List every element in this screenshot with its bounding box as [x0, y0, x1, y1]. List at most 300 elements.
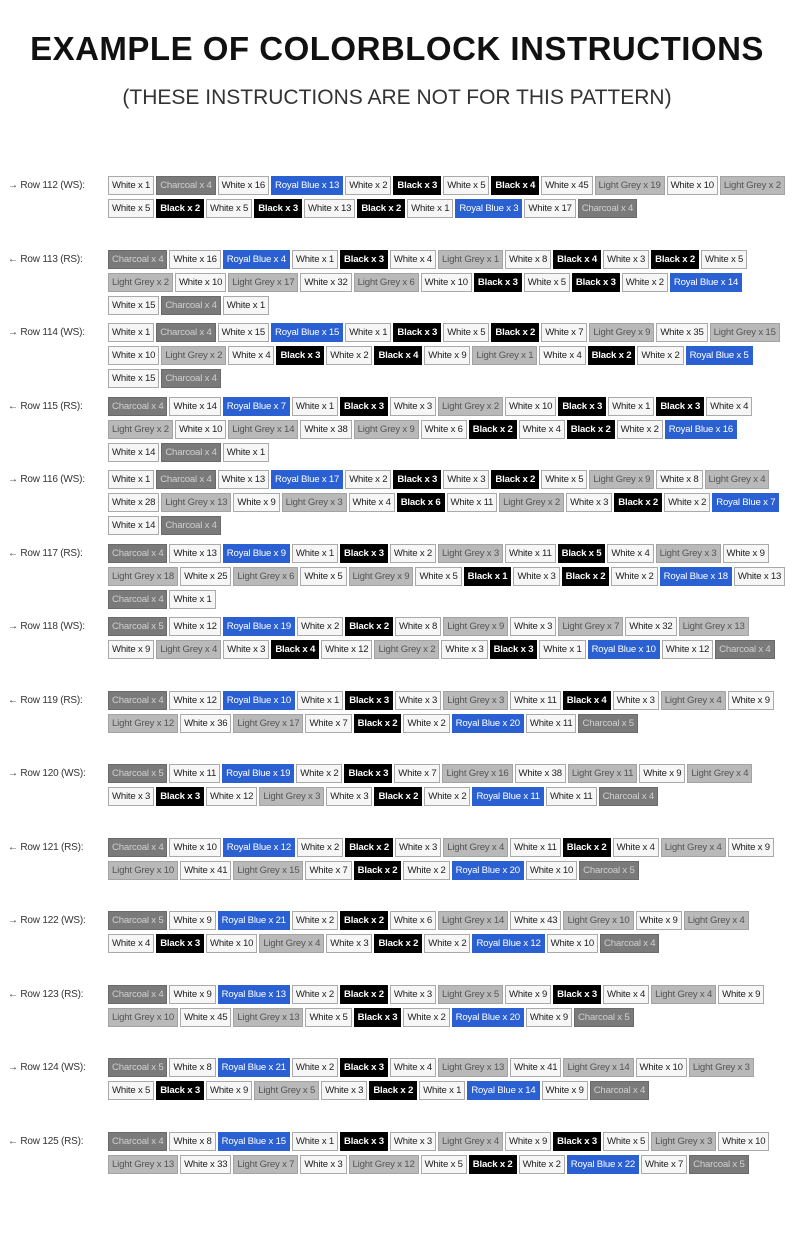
color-block-charcoal: Charcoal x 5	[108, 764, 167, 783]
color-block-white: White x 7	[305, 861, 351, 880]
color-block-white: White x 12	[321, 640, 372, 659]
color-block-white: White x 2	[345, 176, 391, 195]
color-block-white: White x 9	[206, 1081, 252, 1100]
color-block-black: Black x 3	[393, 176, 441, 195]
color-block-white: White x 2	[519, 1155, 565, 1174]
color-block-white: White x 3	[390, 397, 436, 416]
color-block-white: White x 2	[345, 470, 391, 489]
row-label: ← Row 119 (RS):	[8, 694, 83, 706]
color-block-light-grey: Light Grey x 2	[108, 273, 173, 292]
color-block-black: Black x 4	[271, 640, 319, 659]
color-block-light-grey: Light Grey x 9	[589, 470, 654, 489]
color-block-white: White x 2	[326, 346, 372, 365]
color-block-royal-blue: Royal Blue x 11	[472, 787, 543, 806]
color-block-white: White x 4	[603, 985, 649, 1004]
color-block-light-grey: Light Grey x 17	[233, 714, 303, 733]
color-block-black: Black x 2	[354, 861, 402, 880]
color-block-white: White x 3	[566, 493, 612, 512]
color-block-light-grey: Light Grey x 9	[443, 617, 508, 636]
color-block-light-grey: Light Grey x 10	[563, 911, 633, 930]
color-block-white: White x 14	[108, 516, 159, 535]
color-block-white: White x 10	[667, 176, 718, 195]
color-block-white: White x 3	[395, 691, 441, 710]
color-block-white: White x 38	[300, 420, 351, 439]
color-block-light-grey: Light Grey x 11	[568, 764, 637, 783]
color-block-black: Black x 3	[345, 691, 393, 710]
color-block-white: White x 1	[108, 470, 154, 489]
color-block-charcoal: Charcoal x 5	[689, 1155, 748, 1174]
color-block-black: Black x 2	[345, 617, 393, 636]
color-block-white: White x 4	[390, 1058, 436, 1077]
color-block-white: White x 9	[233, 493, 279, 512]
color-block-black: Black x 3	[156, 1081, 204, 1100]
color-block-white: White x 10	[636, 1058, 687, 1077]
color-block-list	[108, 838, 790, 884]
color-block-royal-blue: Royal Blue x 19	[223, 617, 295, 636]
color-block-white: White x 3	[326, 934, 372, 953]
color-block-black: Black x 2	[374, 934, 422, 953]
color-block-white: White x 2	[390, 544, 436, 563]
color-block-list	[108, 1058, 790, 1104]
color-block-white: White x 10	[175, 420, 226, 439]
color-block-white: White x 1	[292, 1132, 338, 1151]
color-block-light-grey: Light Grey x 5	[438, 985, 503, 1004]
color-block-light-grey: Light Grey x 6	[233, 567, 298, 586]
color-block-white: White x 3	[395, 838, 441, 857]
instruction-row	[8, 470, 790, 544]
color-block-list	[108, 764, 790, 810]
instruction-row	[8, 176, 790, 250]
color-block-charcoal: Charcoal x 4	[108, 397, 167, 416]
color-block-list	[108, 250, 790, 319]
color-block-white: White x 13	[169, 544, 220, 563]
color-block-light-grey: Light Grey x 4	[443, 838, 508, 857]
color-block-white: White x 4	[539, 346, 585, 365]
color-block-white: White x 6	[421, 420, 467, 439]
color-block-white: White x 4	[390, 250, 436, 269]
color-block-white: White x 5	[701, 250, 747, 269]
color-block-light-grey: Light Grey x 3	[282, 493, 347, 512]
color-block-royal-blue: Royal Blue x 19	[222, 764, 294, 783]
color-block-white: White x 1	[169, 590, 215, 609]
color-block-charcoal: Charcoal x 5	[574, 1008, 633, 1027]
color-block-white: White x 2	[403, 1008, 449, 1027]
color-block-charcoal: Charcoal x 4	[156, 323, 215, 342]
color-block-white: White x 5	[443, 323, 489, 342]
color-block-white: White x 1	[608, 397, 654, 416]
color-block-white: White x 9	[505, 985, 551, 1004]
color-block-light-grey: Light Grey x 4	[684, 911, 749, 930]
color-block-white: White x 5	[421, 1155, 467, 1174]
color-block-white: White x 9	[169, 911, 215, 930]
color-block-light-grey: Light Grey x 12	[349, 1155, 419, 1174]
color-block-charcoal: Charcoal x 4	[161, 296, 220, 315]
color-block-white: White x 3	[108, 787, 154, 806]
color-block-black: Black x 3	[558, 397, 606, 416]
color-block-white: White x 10	[175, 273, 226, 292]
color-block-white: White x 2	[403, 714, 449, 733]
color-block-light-grey: Light Grey x 4	[661, 691, 726, 710]
color-block-light-grey: Light Grey x 4	[687, 764, 752, 783]
color-block-white: White x 2	[424, 787, 470, 806]
row-label: → Row 122 (WS):	[8, 915, 86, 926]
color-block-white: White x 3	[321, 1081, 367, 1100]
color-block-white: White x 12	[169, 691, 220, 710]
color-block-white: White x 7	[305, 714, 351, 733]
color-block-white: White x 9	[718, 985, 764, 1004]
color-block-white: White x 3	[603, 250, 649, 269]
color-block-white: White x 4	[607, 544, 653, 563]
color-block-white: White x 45	[180, 1008, 231, 1027]
color-block-light-grey: Light Grey x 12	[108, 714, 178, 733]
color-block-black: Black x 2	[562, 567, 610, 586]
color-block-white: White x 5	[541, 470, 587, 489]
instruction-row	[8, 985, 790, 1059]
color-block-black: Black x 3	[553, 1132, 601, 1151]
color-block-light-grey: Light Grey x 2	[499, 493, 564, 512]
color-block-light-grey: Light Grey x 15	[710, 323, 780, 342]
color-block-royal-blue: Royal Blue x 12	[472, 934, 544, 953]
color-block-light-grey: Light Grey x 3	[443, 691, 508, 710]
instruction-row	[8, 691, 790, 765]
page-subtitle: (THESE INSTRUCTIONS ARE NOT FOR THIS PATTERN)	[122, 86, 672, 109]
color-block-white: White x 9	[526, 1008, 572, 1027]
color-block-black: Black x 2	[614, 493, 662, 512]
color-block-list	[108, 911, 790, 957]
color-block-white: White x 33	[180, 1155, 231, 1174]
color-block-charcoal: Charcoal x 4	[161, 443, 220, 462]
color-block-white: White x 5	[305, 1008, 351, 1027]
color-block-white: White x 10	[547, 934, 598, 953]
color-block-light-grey: Light Grey x 13	[161, 493, 231, 512]
color-block-white: White x 14	[108, 443, 159, 462]
color-block-black: Black x 4	[563, 691, 611, 710]
color-block-white: White x 1	[223, 296, 269, 315]
color-block-white: White x 15	[108, 369, 159, 388]
color-block-white: White x 12	[206, 787, 257, 806]
color-block-light-grey: Light Grey x 18	[108, 567, 178, 586]
color-block-white: White x 13	[218, 470, 269, 489]
color-block-royal-blue: Royal Blue x 15	[271, 323, 343, 342]
color-block-royal-blue: Royal Blue x 9	[223, 544, 290, 563]
color-block-black: Black x 3	[340, 1132, 388, 1151]
color-block-white: White x 14	[169, 397, 220, 416]
color-block-light-grey: Light Grey x 2	[161, 346, 226, 365]
color-block-white: White x 25	[180, 567, 231, 586]
color-block-white: White x 2	[292, 985, 338, 1004]
color-block-white: White x 10	[505, 397, 556, 416]
color-block-black: Black x 2	[156, 199, 204, 218]
color-block-list	[108, 1132, 790, 1178]
color-block-black: Black x 3	[474, 273, 522, 292]
instruction-row	[8, 397, 790, 471]
color-block-charcoal: Charcoal x 5	[108, 911, 167, 930]
color-block-white: White x 13	[304, 199, 355, 218]
color-block-light-grey: Light Grey x 17	[228, 273, 298, 292]
color-block-white: White x 10	[526, 861, 577, 880]
color-block-black: Black x 3	[354, 1008, 402, 1027]
color-block-list	[108, 544, 790, 613]
row-label: ← Row 121 (RS):	[8, 841, 84, 853]
color-block-black: Black x 3	[156, 787, 204, 806]
color-block-white: White x 1	[292, 544, 338, 563]
color-block-white: White x 8	[656, 470, 702, 489]
color-block-royal-blue: Royal Blue x 12	[223, 838, 295, 857]
color-block-white: White x 32	[300, 273, 351, 292]
color-block-white: White x 8	[505, 250, 551, 269]
color-block-white: White x 4	[349, 493, 395, 512]
color-block-black: Black x 3	[656, 397, 704, 416]
color-block-black: Black x 3	[340, 1058, 388, 1077]
color-block-white: White x 6	[390, 911, 436, 930]
color-block-white: White x 8	[169, 1132, 215, 1151]
color-block-charcoal: Charcoal x 4	[599, 787, 658, 806]
color-block-list	[108, 176, 790, 222]
color-block-white: White x 3	[326, 787, 372, 806]
color-block-charcoal: Charcoal x 4	[156, 470, 215, 489]
color-block-royal-blue: Royal Blue x 13	[271, 176, 343, 195]
color-block-list	[108, 691, 790, 737]
color-block-royal-blue: Royal Blue x 4	[223, 250, 290, 269]
color-block-white: White x 9	[723, 544, 769, 563]
color-block-white: White x 5	[108, 199, 154, 218]
color-block-white: White x 35	[656, 323, 707, 342]
color-block-list	[108, 470, 790, 539]
color-block-white: White x 43	[510, 911, 561, 930]
color-block-charcoal: Charcoal x 5	[108, 617, 167, 636]
color-block-black: Black x 2	[374, 787, 422, 806]
color-block-white: White x 11	[505, 544, 556, 563]
instruction-row	[8, 323, 790, 397]
color-block-white: White x 11	[510, 838, 561, 857]
color-block-royal-blue: Royal Blue x 13	[218, 985, 290, 1004]
color-block-white: White x 3	[510, 617, 556, 636]
color-block-black: Black x 2	[469, 420, 517, 439]
color-block-royal-blue: Royal Blue x 21	[218, 911, 290, 930]
color-block-black: Black x 2	[354, 714, 402, 733]
color-block-royal-blue: Royal Blue x 7	[712, 493, 779, 512]
color-block-white: White x 9	[505, 1132, 551, 1151]
instruction-row	[8, 1132, 790, 1206]
color-block-white: White x 41	[180, 861, 231, 880]
color-block-charcoal: Charcoal x 4	[108, 838, 167, 857]
color-block-light-grey: Light Grey x 2	[374, 640, 439, 659]
color-block-light-grey: Light Grey x 13	[679, 617, 749, 636]
color-block-white: White x 2	[617, 420, 663, 439]
color-block-charcoal: Charcoal x 4	[600, 934, 659, 953]
row-instructions-list	[8, 176, 790, 1205]
color-block-charcoal: Charcoal x 4	[108, 544, 167, 563]
color-block-white: White x 12	[169, 617, 220, 636]
instruction-row	[8, 764, 790, 838]
color-block-royal-blue: Royal Blue x 14	[467, 1081, 539, 1100]
color-block-white: White x 11	[546, 787, 597, 806]
row-label: ← Row 123 (RS):	[8, 988, 84, 1000]
color-block-white: White x 8	[395, 617, 441, 636]
color-block-charcoal: Charcoal x 4	[578, 199, 637, 218]
color-block-light-grey: Light Grey x 14	[228, 420, 298, 439]
color-block-royal-blue: Royal Blue x 20	[452, 1008, 524, 1027]
color-block-white: White x 5	[108, 1081, 154, 1100]
color-block-white: White x 3	[390, 1132, 436, 1151]
color-block-black: Black x 3	[254, 199, 302, 218]
color-block-light-grey: Light Grey x 15	[233, 861, 303, 880]
color-block-light-grey: Light Grey x 9	[354, 420, 419, 439]
color-block-black: Black x 2	[567, 420, 615, 439]
color-block-light-grey: Light Grey x 4	[259, 934, 324, 953]
row-label: → Row 124 (WS):	[8, 1062, 86, 1073]
color-block-white: White x 2	[296, 764, 342, 783]
color-block-royal-blue: Royal Blue x 3	[455, 199, 522, 218]
color-block-white: White x 11	[447, 493, 498, 512]
color-block-black: Black x 2	[340, 985, 388, 1004]
color-block-list	[108, 323, 790, 392]
color-block-white: White x 2	[622, 273, 668, 292]
color-block-white: White x 36	[180, 714, 231, 733]
color-block-white: White x 1	[108, 176, 154, 195]
color-block-light-grey: Light Grey x 16	[442, 764, 512, 783]
color-block-white: White x 13	[734, 567, 785, 586]
color-block-light-grey: Light Grey x 13	[438, 1058, 508, 1077]
color-block-white: White x 16	[169, 250, 220, 269]
color-block-white: White x 2	[611, 567, 657, 586]
color-block-black: Black x 3	[340, 544, 388, 563]
color-block-light-grey: Light Grey x 7	[233, 1155, 298, 1174]
color-block-royal-blue: Royal Blue x 16	[665, 420, 737, 439]
color-block-light-grey: Light Grey x 13	[108, 1155, 178, 1174]
color-block-charcoal: Charcoal x 4	[108, 985, 167, 1004]
color-block-light-grey: Light Grey x 4	[705, 470, 770, 489]
color-block-white: White x 4	[613, 838, 659, 857]
color-block-white: White x 11	[526, 714, 577, 733]
color-block-white: White x 5	[443, 176, 489, 195]
color-block-white: White x 3	[390, 985, 436, 1004]
color-block-white: White x 17	[524, 199, 575, 218]
color-block-white: White x 28	[108, 493, 159, 512]
color-block-light-grey: Light Grey x 4	[651, 985, 716, 1004]
color-block-light-grey: Light Grey x 3	[656, 544, 721, 563]
color-block-charcoal: Charcoal x 4	[590, 1081, 649, 1100]
color-block-white: White x 2	[403, 861, 449, 880]
color-block-charcoal: Charcoal x 4	[108, 250, 167, 269]
color-block-white: White x 3	[441, 640, 487, 659]
color-block-black: Black x 5	[558, 544, 606, 563]
color-block-list	[108, 617, 790, 663]
color-block-black: Black x 6	[397, 493, 445, 512]
color-block-light-grey: Light Grey x 10	[108, 1008, 178, 1027]
color-block-white: White x 10	[108, 346, 159, 365]
color-block-white: White x 2	[292, 1058, 338, 1077]
color-block-white: White x 38	[515, 764, 566, 783]
color-block-black: Black x 2	[491, 470, 539, 489]
row-label: → Row 120 (WS):	[8, 768, 86, 779]
row-label: → Row 118 (WS):	[8, 621, 85, 632]
color-block-white: White x 5	[206, 199, 252, 218]
color-block-light-grey: Light Grey x 9	[589, 323, 654, 342]
color-block-light-grey: Light Grey x 1	[438, 250, 503, 269]
instruction-row	[8, 1058, 790, 1132]
color-block-white: White x 9	[542, 1081, 588, 1100]
color-block-white: White x 2	[637, 346, 683, 365]
color-block-royal-blue: Royal Blue x 14	[670, 273, 742, 292]
color-block-white: White x 15	[108, 296, 159, 315]
color-block-black: Black x 3	[572, 273, 620, 292]
color-block-royal-blue: Royal Blue x 17	[271, 470, 343, 489]
color-block-light-grey: Light Grey x 9	[349, 567, 414, 586]
color-block-royal-blue: Royal Blue x 10	[588, 640, 660, 659]
color-block-white: White x 5	[603, 1132, 649, 1151]
color-block-white: White x 9	[728, 838, 774, 857]
row-label: → Row 112 (WS):	[8, 180, 85, 191]
color-block-white: White x 32	[625, 617, 676, 636]
color-block-charcoal: Charcoal x 5	[578, 714, 637, 733]
color-block-black: Black x 2	[469, 1155, 517, 1174]
color-block-light-grey: Light Grey x 4	[156, 640, 221, 659]
color-block-white: White x 7	[641, 1155, 687, 1174]
color-block-white: White x 12	[662, 640, 713, 659]
color-block-black: Black x 4	[491, 176, 539, 195]
color-block-black: Black x 3	[156, 934, 204, 953]
color-block-white: White x 11	[169, 764, 220, 783]
instruction-row	[8, 617, 790, 691]
color-block-white: White x 3	[513, 567, 559, 586]
color-block-light-grey: Light Grey x 3	[651, 1132, 716, 1151]
row-label: → Row 114 (WS):	[8, 327, 85, 338]
color-block-light-grey: Light Grey x 19	[595, 176, 665, 195]
color-block-white: White x 7	[541, 323, 587, 342]
color-block-white: White x 2	[297, 617, 343, 636]
color-block-white: White x 9	[108, 640, 154, 659]
color-block-white: White x 7	[394, 764, 440, 783]
instruction-row	[8, 911, 790, 985]
row-label: ← Row 125 (RS):	[8, 1135, 84, 1147]
color-block-white: White x 2	[664, 493, 710, 512]
color-block-charcoal: Charcoal x 4	[715, 640, 774, 659]
color-block-black: Black x 2	[340, 911, 388, 930]
color-block-light-grey: Light Grey x 3	[259, 787, 324, 806]
color-block-white: White x 3	[613, 691, 659, 710]
color-block-light-grey: Light Grey x 14	[438, 911, 508, 930]
color-block-black: Black x 3	[344, 764, 392, 783]
color-block-black: Black x 2	[651, 250, 699, 269]
color-block-light-grey: Light Grey x 5	[254, 1081, 319, 1100]
row-label: → Row 116 (WS):	[8, 474, 85, 485]
color-block-white: White x 9	[639, 764, 685, 783]
color-block-black: Black x 3	[490, 640, 538, 659]
color-block-black: Black x 3	[276, 346, 324, 365]
color-block-charcoal: Charcoal x 4	[156, 176, 215, 195]
color-block-white: White x 4	[108, 934, 154, 953]
color-block-charcoal: Charcoal x 4	[108, 691, 167, 710]
color-block-white: White x 9	[169, 985, 215, 1004]
color-block-light-grey: Light Grey x 7	[558, 617, 623, 636]
color-block-white: White x 3	[300, 1155, 346, 1174]
color-block-white: White x 16	[218, 176, 269, 195]
color-block-charcoal: Charcoal x 4	[161, 516, 220, 535]
color-block-white: White x 4	[706, 397, 752, 416]
color-block-royal-blue: Royal Blue x 18	[660, 567, 732, 586]
color-block-white: White x 1	[292, 250, 338, 269]
color-block-royal-blue: Royal Blue x 7	[223, 397, 290, 416]
color-block-charcoal: Charcoal x 4	[161, 369, 220, 388]
color-block-royal-blue: Royal Blue x 22	[567, 1155, 639, 1174]
color-block-black: Black x 4	[553, 250, 601, 269]
color-block-light-grey: Light Grey x 4	[438, 1132, 503, 1151]
color-block-white: White x 5	[415, 567, 461, 586]
row-label: ← Row 113 (RS):	[8, 253, 83, 265]
row-label: ← Row 117 (RS):	[8, 547, 83, 559]
color-block-white: White x 11	[510, 691, 561, 710]
